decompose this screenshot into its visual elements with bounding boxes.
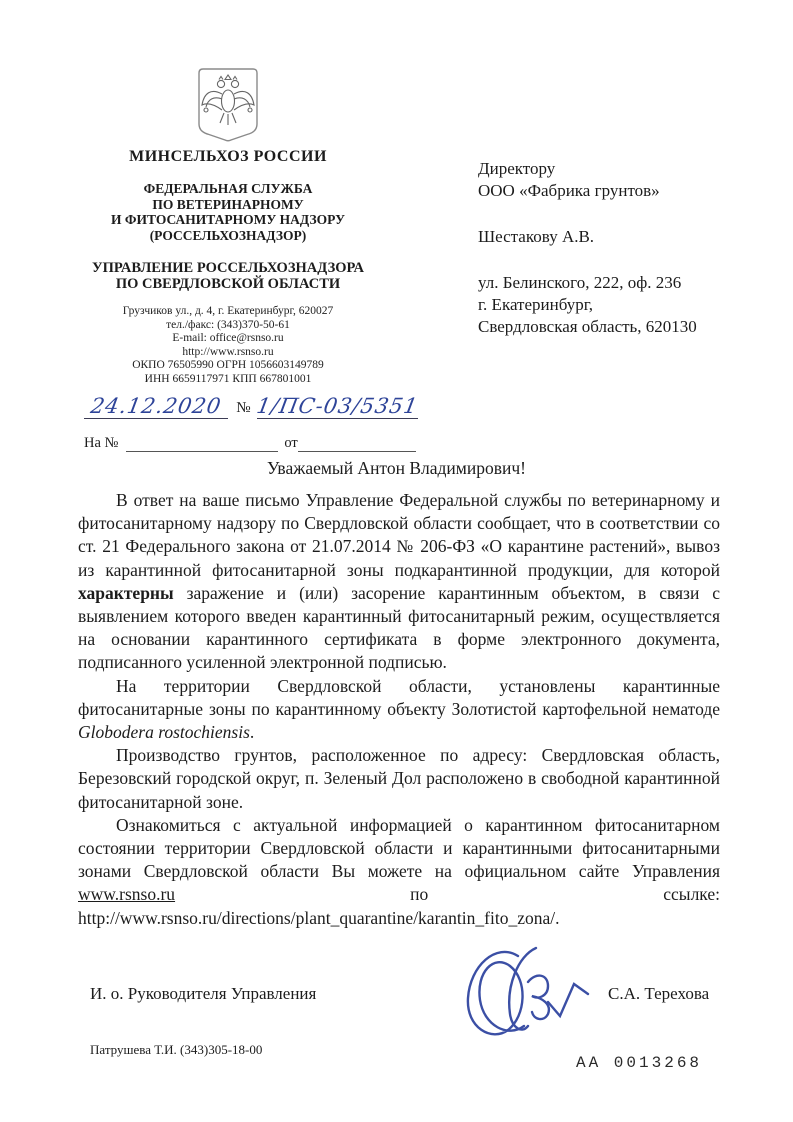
outgoing-number-handwritten: 1/ПС-03/5351 xyxy=(254,393,420,418)
department-name xyxy=(38,260,418,292)
salutation: Уважаемый Антон Владимирович! xyxy=(267,458,526,478)
postal-address: Грузчиков ул., д. 4, г. Екатеринбург, 620027 xyxy=(122,305,334,317)
service-name xyxy=(38,181,418,243)
signer-name: С.А. Терехова xyxy=(608,984,710,1003)
website: http://www.rsnso.ru xyxy=(182,345,274,358)
outgoing-reference-row xyxy=(38,394,418,419)
signer-position-title: И. о. Руководителя Управления xyxy=(90,984,317,1003)
letter-paragraph: В ответ на ваше письмо Управление Федеральной службы по ветеринарному и фитосанитарному надзору по Свердловской области сообщает, что в соответствии со ст. 21 Федерального закона от 21.07.2014 № 206-ФЗ «О карантине растений», вывоз из карантинной фитосанитарной зоны подкарантинной продукции, для которой характерны заражение и (или) засорение карантинным объектом, в связи с выявлением которого введен карантинный фитосанитарный режим, осуществляется на основании карантинного сертификата в форме электронного документа, подписанного усиленной электронной подписью. xyxy=(78,490,720,673)
service-line: ПО ВЕТЕРИНАРНОМУ xyxy=(152,196,304,212)
letter-paragraph: Производство грунтов, расположенное по адресу: Свердловская область, Березовский городской округ, п. Зеленый Дол расположено в свободной карантинной фитосанитарной зоне. xyxy=(78,745,720,812)
outgoing-number-field xyxy=(254,393,420,419)
spacer xyxy=(478,202,778,226)
executor-contact: Патрушева Т.И. (343)305-18-00 xyxy=(90,1042,263,1057)
reply-reference-row xyxy=(38,435,418,452)
contact-info xyxy=(38,305,418,387)
spacer xyxy=(478,248,778,272)
recipient-person: Шестакову А.В. xyxy=(478,227,595,246)
letterhead xyxy=(38,66,418,452)
department-line: ПО СВЕРДЛОВСКОЙ ОБЛАСТИ xyxy=(115,276,341,292)
number-sign: № xyxy=(236,399,251,416)
recipient-address-line: ул. Белинского, 222, оф. 236 xyxy=(478,273,682,292)
service-line: И ФИТОСАНИТАРНОМУ НАДЗОРУ xyxy=(111,212,345,227)
inn-kpp: ИНН 6659117971 КПП 667801001 xyxy=(144,372,312,385)
letter-paragraph: Ознакомиться с актуальной информацией о карантинном фитосанитарном состоянии территории Свердловской области и карантинными фитосанитарными зонами Свердловской области Вы можете на официальном сайте Управления www.rsnso.ru по ссылке: http://www.rsnso.ru/directions/plant_quarantine/karantin_fito_zona/. xyxy=(78,814,720,928)
service-line: (РОССЕЛЬХОЗНАДЗОР) xyxy=(149,227,307,243)
reply-date-blank xyxy=(298,437,416,452)
letter-paragraph: На территории Свердловской области, установлены карантинные фитосанитарные зоны по карантинному объекту Золотистой картофельной нематоде Globodera rostochiensis. xyxy=(78,675,720,743)
recipient-address-line: г. Екатеринбург, xyxy=(478,295,594,314)
form-number: АА 0013268 xyxy=(576,1054,703,1072)
reply-prefix-label: На № xyxy=(84,434,119,451)
recipient-block xyxy=(478,158,778,338)
email: E-mail: office@rsnso.ru xyxy=(172,332,284,345)
reply-from-label: от xyxy=(284,434,298,451)
letter-body xyxy=(78,489,720,930)
recipient-address-line: Свердловская область, 620130 xyxy=(478,317,697,336)
phone-fax: тел./факс: (343)370-50-61 xyxy=(166,318,290,331)
handwritten-signature-icon xyxy=(448,942,608,1047)
ministry-title: МИНСЕЛЬХОЗ РОССИИ xyxy=(129,148,327,165)
recipient-company: ООО «Фабрика грунтов» xyxy=(478,181,660,200)
department-line: УПРАВЛЕНИЕ РОССЕЛЬХОЗНАДЗОРА xyxy=(91,260,364,276)
russia-coat-of-arms-icon xyxy=(195,66,261,144)
outgoing-date-handwritten: 24.12.2020 xyxy=(88,393,224,418)
recipient-title: Директору xyxy=(478,159,556,178)
service-line: ФЕДЕРАЛЬНАЯ СЛУЖБА xyxy=(143,181,313,196)
outgoing-date-field xyxy=(84,394,228,419)
okpo-ogrn: ОКПО 76505990 ОГРН 1056603149789 xyxy=(132,359,324,372)
reply-number-blank xyxy=(126,437,278,452)
